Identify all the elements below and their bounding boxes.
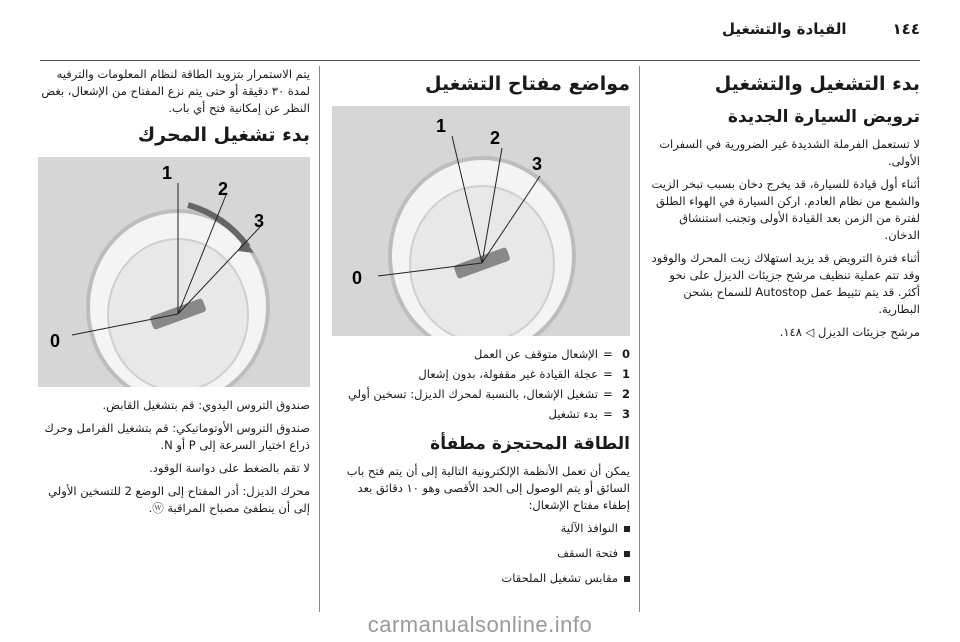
position-label-1: 1 [161,163,172,183]
watermark: carmanualsonline.info [367,612,593,637]
section-heading: بدء التشغيل والتشغيل [714,73,920,95]
column-middle [332,66,630,612]
key-number: 1 [621,367,630,381]
paragraph: لا تقم بالضغط على دواسة الوقود. [149,461,310,475]
ignition-switch-illustration [332,106,630,336]
section-heading: مواضع مفتاح التشغيل [425,73,630,95]
section-heading: بدء تشغيل المحرك [137,124,310,146]
page-header [40,14,920,44]
bullet-square-icon [624,551,630,557]
key-equals: = [603,367,613,381]
section-title: القيادة والتشغيل [721,20,847,38]
paragraph: يتم الاستمرار بتزويد الطاقة لنظام المعلومات والترفيه لمدة ٣٠ دقيقة أو حتى يتم نزع المفتاح من الإشعال، بغض النظر عن إمكانية فتح أي باب. [41,67,310,115]
list-item: النوافذ الآلية [332,520,630,537]
key-equals: = [603,407,613,421]
cross-reference: مرشح جزيئات الديزل ◁ ١٤٨. [779,325,920,339]
column-right [650,66,920,612]
key-number: 3 [621,407,630,421]
paragraph: أثناء أول قيادة للسيارة، قد يخرج دخان بسبب تبخر الزيت والشمع من نظام العادم. اركن السيارة في الهواء الطلق لفترة من الزمن بعد القيادة الأولى وتجنب استنشاق الدخان. [651,177,920,242]
key-text: الإشعال متوقف عن العمل [474,347,598,361]
position-label-2: 2 [489,128,500,148]
position-label-2: 2 [217,179,228,199]
key-number: 2 [621,387,630,401]
key-text: تشغيل الإشعال، بالنسبة لمحرك الديزل: تسخين أولي [347,387,598,401]
position-label-1: 1 [435,116,446,136]
ignition-switch-illustration [38,157,310,387]
position-key-list [332,346,630,423]
paragraph: أثناء فترة الترويض قد يزيد استهلاك زيت المحرك والوقود وقد تتم عملية تنظيف مرشح جزيئات الديزل على نحو أكثر. قد يتم تثبيط عمل Autostop للسماح بشحن البطارية. [651,251,920,316]
column-divider [319,66,320,612]
page-number: ١٤٤ [892,20,920,38]
subsection-heading: ترويض السيارة الجديدة [727,107,920,127]
key-row [332,346,630,363]
key-row [332,406,630,423]
list-item: فتحة السقف [332,545,630,562]
paragraph: محرك الديزل: أدر المفتاح إلى الوضع 2 للتسخين الأولي إلى أن ينطفئ مصباح المراقبة ⓦ. [48,484,310,515]
header-rule [40,60,920,61]
column-left [38,66,310,612]
bullet-square-icon [624,526,630,532]
paragraph: لا تستعمل الفرملة الشديدة غير الضرورية في السفرات الأولى. [659,137,920,168]
key-row [332,366,630,383]
bullet-square-icon [624,576,630,582]
ignition-figure [332,106,630,336]
subsection-heading: الطاقة المحتجزة مطفأة [430,434,630,454]
key-text: عجلة القيادة غير مقفولة، بدون إشعال [418,367,598,381]
key-number: 0 [621,347,630,361]
key-equals: = [603,387,613,401]
ignition-figure [38,157,310,387]
paragraph: يمكن أن تعمل الأنظمة الإلكترونية التالية إلى أن يتم فتح باب السائق أو يتم الوصول إلى الحد الأقصى وهو ١٠ دقائق بعد إطفاء مفتاح الإشعال: [346,464,630,512]
position-label-0: 0 [49,331,60,351]
key-equals: = [603,347,613,361]
paragraph: صندوق التروس الأوتوماتيكي: قم بتشغيل الفرامل وحرك ذراع اختيار السرعة إلى P أو N. [44,421,310,452]
column-divider [639,66,640,612]
position-label-3: 3 [531,154,542,174]
paragraph: صندوق التروس اليدوي: قم بتشغيل القابض. [102,398,310,412]
position-label-0: 0 [351,268,362,288]
key-text: بدء تشغيل [548,407,598,421]
list-item: مقابس تشغيل الملحقات [332,570,630,587]
bullet-list [332,520,630,587]
position-label-3: 3 [253,211,264,231]
key-row [332,386,630,403]
